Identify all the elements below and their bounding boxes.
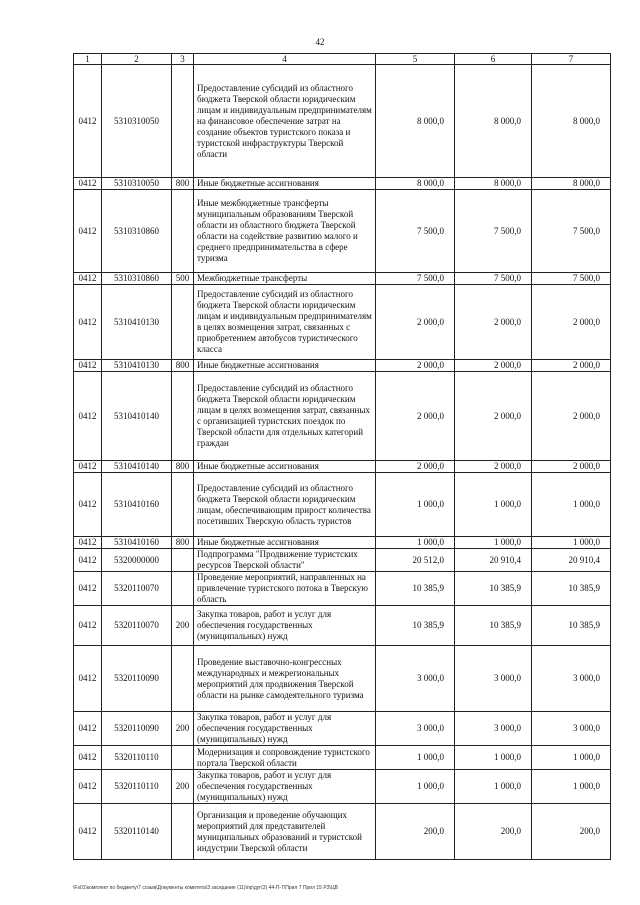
- cell-c7: 10 385,9: [532, 572, 611, 606]
- cell-c4: Предоставление субсидий из областного бюджета Тверской области юридическим лицам в целях возмещения затрат, связанных с организацией туристских поездок по Тверской области для отдельных категорий граждан: [194, 372, 376, 461]
- cell-c3: [172, 473, 194, 537]
- cell-c7: 1 000,0: [532, 770, 611, 804]
- table-row: [74, 372, 611, 461]
- cell-c4: Закупка товаров, работ и услуг для обеспечения государственных (муниципальных) нужд: [194, 712, 376, 746]
- cell-c6: 1 000,0: [455, 746, 532, 770]
- cell-c7: 20 910,4: [532, 549, 611, 572]
- cell-c4: Предоставление субсидий из областного бюджета Тверской области юридическим лицам, обеспечивающим прирост количества посетивших Тверскую область туристов: [194, 473, 376, 537]
- cell-c4: Закупка товаров, работ и услуг для обеспечения государственных (муниципальных) нужд: [194, 770, 376, 804]
- cell-c7: 8 000,0: [532, 178, 611, 190]
- header-cell: 2: [102, 54, 172, 65]
- header-cell: 1: [74, 54, 102, 65]
- cell-c3: 800: [172, 537, 194, 549]
- table-row: [74, 770, 611, 804]
- cell-c2: 5310410130: [102, 285, 172, 360]
- cell-c6: 3 000,0: [455, 712, 532, 746]
- cell-c4: Подпрограмма "Продвижение туристских ресурсов Тверской области": [194, 549, 376, 572]
- cell-c5: 1 000,0: [376, 770, 455, 804]
- cell-c5: 3 000,0: [376, 646, 455, 712]
- cell-c3: [172, 746, 194, 770]
- table-row: [74, 537, 611, 549]
- cell-c4: Проведение выставочно-конгрессных международных и межрегиональных мероприятий для продвижения Тверской области на рынке самодеятельного туризма: [194, 646, 376, 712]
- cell-c1: 0412: [74, 712, 102, 746]
- cell-c1: 0412: [74, 360, 102, 372]
- cell-c3: 200: [172, 606, 194, 646]
- cell-c5: 2 000,0: [376, 461, 455, 473]
- cell-c3: 200: [172, 770, 194, 804]
- cell-c1: 0412: [74, 473, 102, 537]
- header-cell: 3: [172, 54, 194, 65]
- file-path-footer: \Fs01\комплект по бюджету\7 созыв\Документы комитета\3 заседание (11)\пр\дуг(3) 44-П-7\Прил 7 Прил 15 Р3\ЦВ: [73, 885, 338, 891]
- cell-c2: 5320110090: [102, 712, 172, 746]
- cell-c3: 500: [172, 273, 194, 285]
- cell-c2: 5310310860: [102, 190, 172, 273]
- cell-c2: 5310410160: [102, 537, 172, 549]
- cell-c1: 0412: [74, 178, 102, 190]
- cell-c4: Межбюджетные трансферты: [194, 273, 376, 285]
- cell-c6: 8 000,0: [455, 65, 532, 178]
- cell-c1: 0412: [74, 770, 102, 804]
- cell-c5: 7 500,0: [376, 273, 455, 285]
- header-cell: 7: [532, 54, 611, 65]
- cell-c5: 200,0: [376, 804, 455, 860]
- cell-c7: 1 000,0: [532, 746, 611, 770]
- cell-c4: Модернизация и сопровождение туристского портала Тверской области: [194, 746, 376, 770]
- cell-c1: 0412: [74, 273, 102, 285]
- cell-c4: Организация и проведение обучающих мероприятий для представителей муниципальных образований и туристской индустрии Тверской области: [194, 804, 376, 860]
- cell-c6: 20 910,4: [455, 549, 532, 572]
- cell-c1: 0412: [74, 461, 102, 473]
- table-row: [74, 473, 611, 537]
- cell-c6: 1 000,0: [455, 770, 532, 804]
- table-row: [74, 549, 611, 572]
- cell-c1: 0412: [74, 746, 102, 770]
- cell-c5: 1 000,0: [376, 537, 455, 549]
- cell-c3: 800: [172, 360, 194, 372]
- cell-c4: Иные межбюджетные трансферты муниципальным образованиям Тверской области из областного бюджета Тверской области на содействие развитию малого и среднего предпринимательства в сфере туризма: [194, 190, 376, 273]
- cell-c2: 5310410140: [102, 461, 172, 473]
- cell-c7: 2 000,0: [532, 461, 611, 473]
- cell-c5: 1 000,0: [376, 473, 455, 537]
- cell-c2: 5320110070: [102, 606, 172, 646]
- table-row: [74, 746, 611, 770]
- cell-c5: 3 000,0: [376, 712, 455, 746]
- cell-c2: 5310310860: [102, 273, 172, 285]
- cell-c2: 5310310050: [102, 178, 172, 190]
- cell-c4: Иные бюджетные ассигнования: [194, 178, 376, 190]
- header-cell: 6: [455, 54, 532, 65]
- cell-c3: 800: [172, 461, 194, 473]
- cell-c1: 0412: [74, 285, 102, 360]
- table-row: [74, 572, 611, 606]
- cell-c2: 5310410160: [102, 473, 172, 537]
- cell-c1: 0412: [74, 646, 102, 712]
- page-number: 42: [315, 37, 325, 47]
- cell-c5: 2 000,0: [376, 360, 455, 372]
- cell-c4: Иные бюджетные ассигнования: [194, 537, 376, 549]
- cell-c1: 0412: [74, 190, 102, 273]
- cell-c6: 2 000,0: [455, 461, 532, 473]
- cell-c3: 200: [172, 712, 194, 746]
- cell-c2: 5320110110: [102, 746, 172, 770]
- cell-c2: 5320110140: [102, 804, 172, 860]
- header-cell: 4: [194, 54, 376, 65]
- table-row: [74, 273, 611, 285]
- table-row: [74, 178, 611, 190]
- cell-c6: 7 500,0: [455, 273, 532, 285]
- cell-c4: Проведение мероприятий, направленных на привлечение туристского потока в Тверскую область: [194, 572, 376, 606]
- cell-c7: 7 500,0: [532, 273, 611, 285]
- cell-c7: 3 000,0: [532, 712, 611, 746]
- cell-c1: 0412: [74, 549, 102, 572]
- cell-c1: 0412: [74, 606, 102, 646]
- cell-c6: 10 385,9: [455, 572, 532, 606]
- cell-c4: Предоставление субсидий из областного бюджета Тверской области юридическим лицам и индивидуальным предпринимателям на финансовое обеспечение затрат на создание объектов туристского показа и туристской инфраструктуры Тверской области: [194, 65, 376, 178]
- header-row: [74, 54, 611, 65]
- cell-c3: [172, 549, 194, 572]
- cell-c4: Иные бюджетные ассигнования: [194, 461, 376, 473]
- table-row: [74, 190, 611, 273]
- cell-c7: 1 000,0: [532, 473, 611, 537]
- cell-c2: 5310410130: [102, 360, 172, 372]
- cell-c4: Предоставление субсидий из областного бюджета Тверской области юридическим лицам и индивидуальным предпринимателям в целях возмещения затрат, связанных с приобретением автобусов туристического класса: [194, 285, 376, 360]
- cell-c4: Иные бюджетные ассигнования: [194, 360, 376, 372]
- cell-c3: [172, 285, 194, 360]
- cell-c7: 8 000,0: [532, 65, 611, 178]
- cell-c2: 5320110070: [102, 572, 172, 606]
- cell-c6: 2 000,0: [455, 285, 532, 360]
- cell-c5: 7 500,0: [376, 190, 455, 273]
- cell-c7: 2 000,0: [532, 285, 611, 360]
- header-cell: 5: [376, 54, 455, 65]
- cell-c7: 1 000,0: [532, 537, 611, 549]
- budget-table: [73, 53, 611, 860]
- cell-c5: 8 000,0: [376, 178, 455, 190]
- cell-c6: 10 385,9: [455, 606, 532, 646]
- cell-c1: 0412: [74, 537, 102, 549]
- cell-c7: 3 000,0: [532, 646, 611, 712]
- cell-c5: 20 512,0: [376, 549, 455, 572]
- table-row: [74, 65, 611, 178]
- cell-c5: 1 000,0: [376, 746, 455, 770]
- cell-c3: [172, 572, 194, 606]
- cell-c3: [172, 65, 194, 178]
- cell-c2: 5310410140: [102, 372, 172, 461]
- cell-c2: 5320110090: [102, 646, 172, 712]
- cell-c5: 2 000,0: [376, 285, 455, 360]
- cell-c3: [172, 372, 194, 461]
- cell-c7: 7 500,0: [532, 190, 611, 273]
- cell-c6: 200,0: [455, 804, 532, 860]
- cell-c1: 0412: [74, 65, 102, 178]
- table-row: [74, 712, 611, 746]
- cell-c3: [172, 646, 194, 712]
- cell-c5: 2 000,0: [376, 372, 455, 461]
- cell-c4: Закупка товаров, работ и услуг для обеспечения государственных (муниципальных) нужд: [194, 606, 376, 646]
- cell-c3: [172, 190, 194, 273]
- cell-c3: 800: [172, 178, 194, 190]
- cell-c6: 3 000,0: [455, 646, 532, 712]
- table-row: [74, 606, 611, 646]
- table-row: [74, 461, 611, 473]
- cell-c7: 2 000,0: [532, 360, 611, 372]
- cell-c7: 10 385,9: [532, 606, 611, 646]
- cell-c2: 5310310050: [102, 65, 172, 178]
- table-row: [74, 646, 611, 712]
- cell-c7: 2 000,0: [532, 372, 611, 461]
- table-row: [74, 804, 611, 860]
- cell-c5: 10 385,9: [376, 606, 455, 646]
- table-row: [74, 360, 611, 372]
- table-row: [74, 285, 611, 360]
- cell-c7: 200,0: [532, 804, 611, 860]
- cell-c3: [172, 804, 194, 860]
- cell-c6: 8 000,0: [455, 178, 532, 190]
- cell-c6: 2 000,0: [455, 360, 532, 372]
- cell-c6: 2 000,0: [455, 372, 532, 461]
- cell-c6: 7 500,0: [455, 190, 532, 273]
- cell-c2: 5320110110: [102, 770, 172, 804]
- cell-c1: 0412: [74, 572, 102, 606]
- cell-c1: 0412: [74, 372, 102, 461]
- cell-c5: 8 000,0: [376, 65, 455, 178]
- cell-c6: 1 000,0: [455, 537, 532, 549]
- cell-c6: 1 000,0: [455, 473, 532, 537]
- cell-c1: 0412: [74, 804, 102, 860]
- cell-c2: 5320000000: [102, 549, 172, 572]
- cell-c5: 10 385,9: [376, 572, 455, 606]
